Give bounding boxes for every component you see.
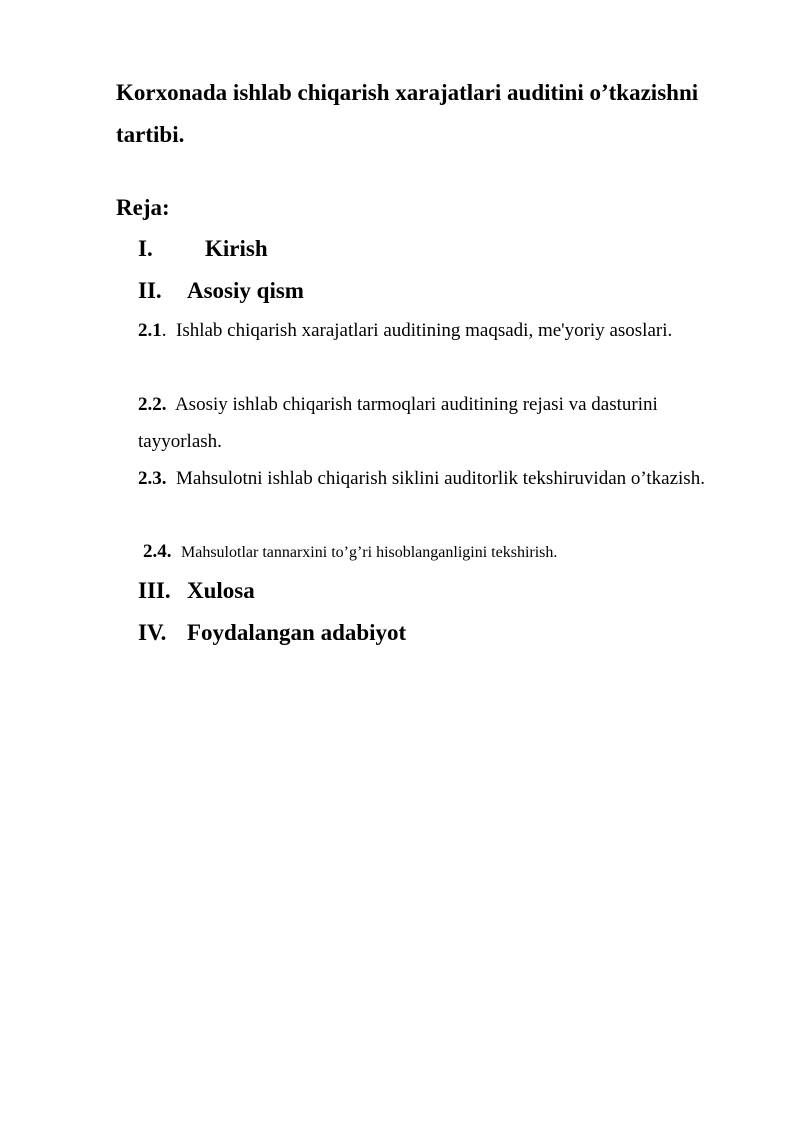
section-number: I. [138, 236, 153, 261]
subsection-text: Mahsulotni ishlab chiqarish siklini auditorlik tekshiruvidan o’tkazish. [176, 468, 705, 489]
section-2 [138, 276, 304, 306]
plan-heading: Reja: [116, 195, 170, 220]
subsection-number: 2.1 [138, 320, 162, 341]
section-number: III. [138, 578, 171, 603]
section-label: Foydalangan adabiyot [187, 620, 407, 645]
subsection-2-1: 2.1. Ishlab chiqarish xarajatlari auditining maqsadi, me'yoriy asoslari. [138, 320, 673, 341]
subsection-number: 2.2. [138, 394, 167, 415]
subsection-number: 2.4. [143, 541, 172, 562]
section-number: IV. [138, 620, 167, 645]
section-3 [138, 576, 255, 606]
subsection-text: Mahsulotlar tannarxini to’g’ri hisoblanganligini tekshirish. [181, 544, 558, 561]
section-label: Asosiy qism [187, 278, 304, 303]
subsection-number: 2.3. [138, 468, 167, 489]
section-label: Xulosa [187, 578, 255, 603]
section-4 [138, 618, 406, 648]
document-title: Korxonada ishlab chiqarish xarajatlari auditini o’tkazishni tartibi. [116, 80, 699, 147]
section-label: Kirish [205, 236, 268, 261]
subsection-text: Ishlab chiqarish xarajatlari auditining maqsadi, me'yoriy asoslari. [176, 320, 673, 341]
subsection-text: Asosiy ishlab chiqarish tarmoqlari auditining rejasi va dasturini tayyorlash. [138, 394, 658, 452]
subsection-2-4 [143, 537, 743, 568]
section-1 [138, 234, 268, 264]
subsection-2-2 [138, 386, 738, 460]
subsection-2-3 [138, 460, 738, 497]
section-number: II. [138, 278, 162, 303]
